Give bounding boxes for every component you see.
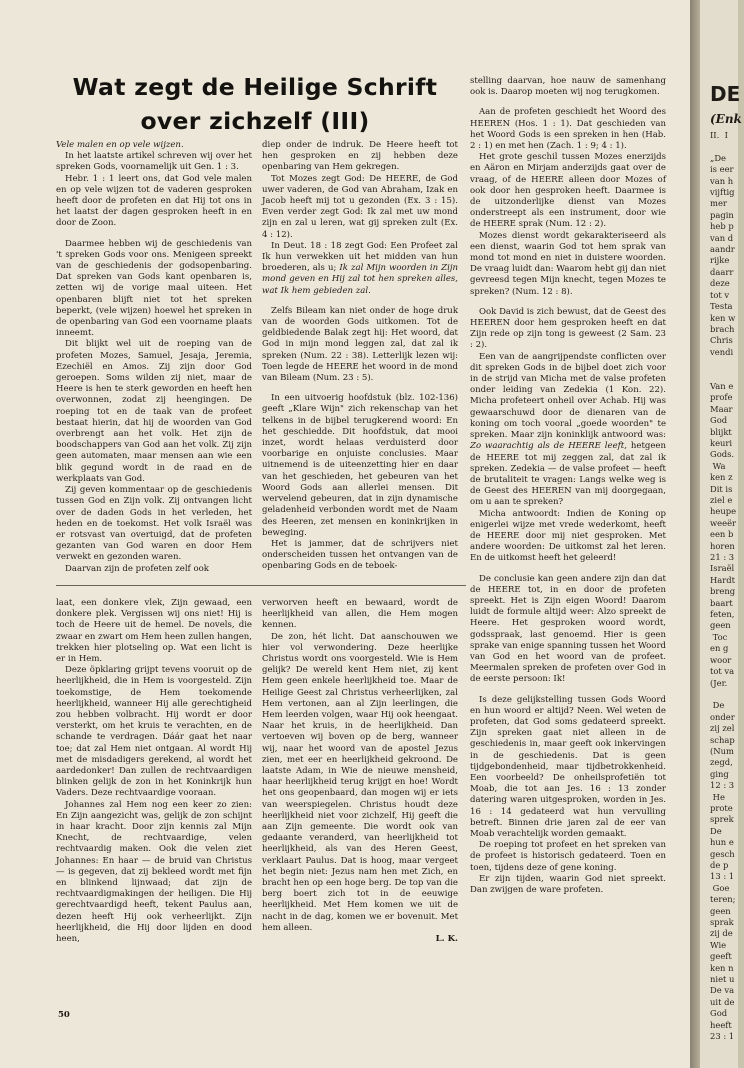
next-page-edge: [700, 0, 742, 1068]
paragraph: Ook David is zich bewust, dat de Geest des HEEREN door hem gesproken heeft en dat Zijn rede op zijn tong is geweest (2 Sam. 23 : 2).: [470, 306, 666, 351]
paragraph: Deze öpklaring grijpt tevens vooruit op de heerlijkheid, die in Hem is voorgesteld. Zijn toekomstige, de Hem toekomende heerlijkheid, wanneer Hij alle gerechtigheid zou hebben volbracht. Hij wordt er door versterkt, om het kruis te verachten, en de schande te verdragen. Dáár gaat het naar toe; dat zal Hem niet ontgaan. Al wordt Hij met de misdadigers gerekend, al wordt het aardedonker! Dan zullen de rechtvaardigen blinken gelijk de zon in het Koninkrijk hun Vaders. Deze rechtvaardige vooraan.: [56, 665, 252, 799]
paragraph: In het laatste artikel schreven wij over het spreken Gods, voornamelijk uit Gen. 1 : 3.: [56, 151, 252, 173]
upper-column-1: [56, 140, 252, 578]
paragraph: Daarvan zijn de profeten zelf ook: [65, 563, 209, 574]
paragraph: Er zijn tijden, waarin God niet spreekt. Dan zwijgen de ware profeten.: [470, 873, 666, 896]
paragraph: Zelfs Bileam kan niet onder de hoge druk van de woorden Gods uitkomen. Tot de geldbiedende Balak zegt hij: Het woord, dat God in mijn mond leggen zal, dat zal ik spreken (Num. 22 : 38). Letterlijk lezen wij: Toen legde de HEERE het woord in de mond van Bileam (Num. 23 : 5).: [262, 305, 458, 384]
text: In Deut. 18 : 18 zegt God: Een Profeet zal Ik hun verwekken uit het midden van hun broederen, als u;: [262, 240, 458, 274]
next-page-text: II. I „De is eer van h vijftig mer pagin heb p van d aandr rijke daarr deze tot v Testa ken w brach Chris vendi Van e profe Maar God blijkt keuri Gods. Wa ken z Dit is ziel e heupe weeër een b horen 21 : 3 Israël Hardt breng baart feten, geen Toc en g woor tot va (Jer. De onder zij zel schap (Num zegd, ging 12 : 3 He prote sprek De hun e gesch de p 13 : 1 Goe teren; geen sprak zij de Wie geeft ken n niet u De va uit de God heeft 23 : 1: [710, 130, 737, 1042]
paragraph: Tot Mozes zegt God: De HEERE, de God uwer vaderen, de God van Abraham, Izak en Jacob heeft mij tot u gezonden (Ex. 3 : 15). Even verder zegt God: Ik zal met uw mond zijn en zal u leren, wat gij spreken zult (Ex. 4 : 12).: [262, 173, 458, 240]
lower-column-1: [56, 598, 252, 1003]
page-number: 50: [58, 1010, 70, 1020]
lower-column-2: [262, 598, 458, 1003]
paragraph: verworven heeft en bewaard, wordt de heerlijkheid van allen, die Hem mogen kennen.: [262, 598, 458, 631]
paragraph: De roeping tot profeet en het spreken van de profeet is historisch gedateerd. Toen en toen, tijdens deze of gene koning.: [470, 840, 666, 873]
paragraph: Zij geven kommentaar op de geschiedenis tussen God en Zijn volk. Zij ontvangen licht over de daden Gods in het verleden, het heden en de toekomst. Het volk Israël was er rotsvast van overtuigd, dat de profeten gezanten van God waren en door Hem verwekt en gezonden waren.: [56, 485, 252, 563]
section-divider: [56, 585, 466, 586]
paragraph: stelling daarvan, hoe nauw de samenhang ook is. Daarop moeten wij nog terugkomen.: [470, 76, 666, 98]
paragraph: Daarmee hebben wij de geschiedenis van 't spreken Gods voor ons. Menigeen spreekt van de geschiedenis der godsopenbaring. Dat spreken van Gods kant openbaren is, zetten wij de vorige maal uiteen. Het openbaren blijft niet tot het spreken beperkt, (vele wijzen) hoewel het spreken in de openbaring van God een voorname plaats inneemt.: [56, 238, 252, 339]
paragraph: Micha antwoordt: Indien de Koning op enigerlei wijze met vrede wederkomt, heeft de HEERE door mij niet gesproken. Met andere woorden: De uitkomst zal het leren. En de uitkomst heeft het geleerd!: [470, 508, 666, 564]
paragraph: [262, 241, 458, 297]
paragraph: diep onder de indruk. De Heere heeft tot hen gesproken en zij hebben deze openbaring van Hem gekregen.: [262, 140, 458, 173]
article-subhead: Vele malen en op vele wijzen.: [56, 140, 184, 150]
paragraph: Aan de profeten geschiedt het Woord des HEEREN (Hos. 1 : 1). Dat geschieden van het Woord Gods is een spreken in hen (Hab. 2 : 1) en met hen (Zach. 1 : 9; 4 : 1).: [470, 107, 666, 152]
next-page-subtitle: (Enk: [710, 112, 742, 126]
right-column: [470, 76, 666, 1000]
paragraph: Johannes zal Hem nog een keer zo zien: En Zijn aangezicht was, gelijk de zon schijnt in haar kracht. Door zijn kennis zal Mijn Knecht, de rechtvaardige, velen rechtvaardig maken. Ook die velen ziet Johannes: En haar — de bruid van Christus — is gegeven, dat zij bekleed wordt met fijn en blinkend lijnwaad; dat zijn de rechtvaardigmakingen der heiligen. Die Hij gerechtvaardigd heeft, tekent Paulus aan, dezen heeft Hij ook verheerlijkt. Zijn heerlijkheid, die Hij door lijden en dood heen,: [56, 799, 252, 945]
paragraph: Is deze gelijkstelling tussen Gods Woord en hun woord er altijd? Neen. Wel weten de profeten, dat God soms gedateerd spreekt. Zijn spreken gaat niet alleen in de geschiedenis in, maar geeft ook inkervingen in de geschiedenis. Dat is geen tijdgebondenheid, maar tijdbetrokkenheid. Een voorbeeld? De onheilsprofetiën tot Moab, die tot aan Jes. 16 : 13 zonder datering waren uitgesproken, worden in Jes. 16 : 14 gedateerd wat hun vervulling betreft. Binnen drie jaren zal de eer van Moab verachtelijk worden gemaakt.: [470, 694, 666, 839]
paragraph: [470, 352, 666, 509]
paragraph: Het is jammer, dat de schrijvers niet onderscheiden tussen het ontvangen van de openbaring Gods en de teboek-: [262, 538, 458, 572]
next-page-title: DE: [710, 82, 741, 106]
paragraph: De zon, hét licht. Dat aanschouwen we hier vol verwondering. Deze heerlijke Christus wordt ons voorgesteld. Wie is Hem gelijk? De wereld kent Hem niet, zij kent Hem geen enkele heerlijkheid toe. Maar de Heilige Geest zal Christus verheerlijken, zal Hem vertonen, aan al Zijn leerlingen, die Hem leerden volgen, waar Hij ook heengaat. Naar het kruis, in de heerlijkheid. Dan vertoeven wij boven op de berg, wanneer wij, naar het woord van de apostel Jezus zien, met eer en heerlijkheid gekroond. De laatste Adam, in Wie de nieuwe mensheid, haar heerlijkheid terug krijgt en hoe! Wordt het ons geopenbaard, dan mogen wij er iets van weerspiegelen. Christus houdt deze heerlijkheid niet voor zichzelf, Hij geeft die aan Zijn gemeente. Die wordt ook van gedaante veranderd, van heerlijkheid tot heerlijkheid, als van des Heren Geest, verklaart Paulus. Dat is hoog, maar vergeet het begin niet: Jezus nam hen met Zich, en bracht hen op een hoge berg. De top van die berg boert zich tot in de eeuwige heerlijkheid. Met Hem komen we uit de nacht in de dag, komen we er bovenuit. Met hem alleen.: [262, 631, 458, 933]
text: Een van de aangrijpendste conflicten over dit spreken Gods in de bijbel doet zich voor in de strijd van Micha met de valse profeten onder leiding van Zedekia (1 Kon. 22). Micha profeteert onheil over Achab. Hij was gewaarschuwd door de dienaren van de koning om toch vooral „goede woorden" te spreken. Maar zijn koninklijk antwoord was:: [470, 351, 666, 441]
emphasis: Zo waarachtig als de HEERE leeft,: [470, 441, 627, 452]
book-gutter: [690, 0, 700, 1068]
paragraph: In een uitvoerig hoofdstuk (blz. 102-136) geeft „Klare Wijn" zich rekenschap van het telkens in de bijbel terugkerend woord: En het geschiedde. Dit hoofdstuk, dat mooi inzet, wordt helaas verduisterd door voorbarige en onjuiste conclusies. Maar uitnemend is de uiteenzetting hier en daar van het geschieden, het gebeuren van het Woord Gods aan allerlei mensen. Dit wervelend gebeuren, dat in zijn dynamische geladenheid verbonden wordt met de Naam des Heeren, zet mensen en koninkrijken in beweging.: [262, 393, 458, 538]
paragraph: Mozes dienst wordt gekarakteriseerd als een dienst, waarin God tot hem sprak van mond tot mond en niet in duistere woorden. De vraag luidt dan: Waarom hebt gij dan niet gevreesd tegen Mijn knecht, tegen Mozes te spreken? (Num. 12 : 8).: [470, 230, 666, 297]
paragraph: Dit blijkt wel uit de roeping van de profeten Mozes, Samuel, Jesaja, Jeremia, Ezechiël en Amos. Zij zijn door God geroepen. Soms wilden zij niet, maar de Heere is hen te sterk geworden en heeft hen overwonnen, zodat zij heengingen. De roeping tot en de taak van de profeet bestaat hierin, dat hij de woorden van God overbrengt aan het volk. Het zijn de boodschappers van God aan het volk. Zij zijn geen automaten, maar mensen aan wie een blik gegund wordt in de raad en de werkplaats van God.: [56, 339, 252, 484]
text: hetgeen de HEERE tot mij zeggen zal, dat zal ik spreken. Zedekia — de valse profeet — heeft de brutaliteit te vragen: Langs welke weg is de Geest des HEEREN van mij doorgegaan, om u aan te spreken?: [470, 441, 666, 508]
author-initials: L. K.: [435, 934, 458, 945]
upper-column-2: [262, 140, 458, 578]
paragraph: laat, een donkere vlek, Zijn gewaad, een donkere plek. Vergissen wij ons niet! Hij is toch de Heere uit de hemel. De novels, die zwaar en zwart om Hem heen zullen hangen, trekken hier plotseling op. Wat een licht is er in Hem.: [56, 598, 252, 665]
emphasis: Ik zal Mijn woorden in Zijn mond geven en Hij zal tot hen spreken alles, wat Ik hem gebieden zal.: [262, 263, 458, 296]
article-title: Wat zegt de Heilige Schrift over zichzelf (III): [72, 73, 438, 135]
paragraph: Het grote geschil tussen Mozes enerzijds en Aäron en Mirjam anderzijds gaat over de vraag, of de HEERE alleen door Mozes of ook door hen gesproken heeft. Daarmee is de uitzonderlijke dienst van Mozes onderstreept als een instrument, door wie de HEERE sprak (Num. 12 : 2).: [470, 152, 666, 230]
paragraph: De conclusie kan geen andere zijn dan dat de HEERE tot, in en door de profeten spreekt. Het is Zijn eigen Woord! Daarom luidt de formule altijd weer: Alzo spreekt de Heere. Het gesproken woord wordt, godsspraak, last genoemd. Hier is geen sprake van enige spanning tussen het Woord van God en het woord van de profeet. Meermalen spreken de profeten over God in de eerste persoon: Ik!: [470, 573, 666, 685]
paragraph: Hebr. 1 : 1 leert ons, dat God vele malen en op vele wijzen tot de vaderen gesproken heeft door de profeten en dat Hij tot ons in het laatst der dagen gesproken heeft in en door de Zoon.: [56, 173, 252, 229]
